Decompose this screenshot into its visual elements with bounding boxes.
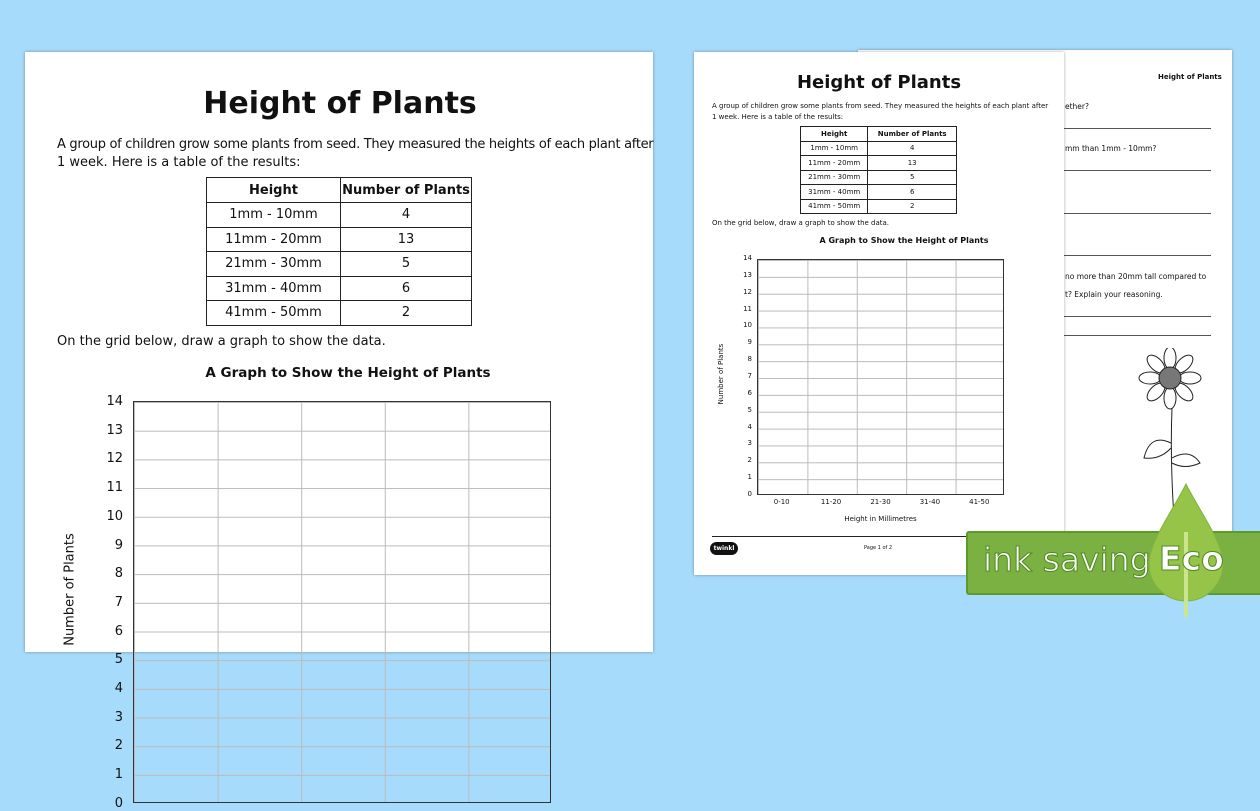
y-tick-label: 14 xyxy=(743,254,752,262)
y-tick-label: 8 xyxy=(114,566,123,582)
ink-saving-text: ink saving xyxy=(983,540,1151,579)
graph-grid xyxy=(757,259,1004,495)
table-row: 31mm - 40mm 6 xyxy=(207,276,472,301)
y-tick-label: 5 xyxy=(747,405,752,414)
intro-text: A group of children grow some plants from seed. They measured the heights of each plant after xyxy=(57,137,654,152)
table-row: 31mm - 40mm 6 xyxy=(801,185,957,200)
answer-line xyxy=(1063,316,1211,317)
y-tick-label: 10 xyxy=(106,508,123,524)
y-tick-label: 14 xyxy=(106,394,123,409)
table-row: 41mm - 50mm 2 xyxy=(801,199,957,214)
graph-title: A Graph to Show the Height of Plants xyxy=(819,236,989,245)
worksheet-page-1-large xyxy=(25,52,654,811)
twinkl-logo: twinkl xyxy=(710,542,738,555)
y-tick-label: 11 xyxy=(743,304,752,313)
y-tick-label: 0 xyxy=(747,490,752,499)
question-text: t? Explain your reasoning. xyxy=(1065,290,1163,299)
y-axis-label: Number of Plants xyxy=(62,533,78,646)
table-header: Number of Plants xyxy=(341,178,472,203)
intro-text: 1 week. Here is a table of the results: xyxy=(712,113,844,121)
table-row: 1mm - 10mm 4 xyxy=(801,141,957,156)
page-number: Page 1 of 2 xyxy=(864,545,893,551)
y-tick-label: 0 xyxy=(114,795,123,811)
table-header: Number of Plants xyxy=(868,127,957,142)
y-tick-label: 12 xyxy=(743,287,752,296)
results-table xyxy=(206,177,472,326)
answer-line xyxy=(1063,255,1211,256)
table-row: 1mm - 10mm 4 xyxy=(207,203,472,228)
x-tick-label: 41-50 xyxy=(969,498,990,506)
x-tick-label: 21-30 xyxy=(870,498,891,506)
x-axis-label: Height in Millimetres xyxy=(844,515,917,523)
y-tick-label: 12 xyxy=(106,451,123,467)
question-text: ether? xyxy=(1065,102,1089,111)
graph-grid xyxy=(133,401,551,803)
y-tick-label: 9 xyxy=(747,338,752,347)
table-row: 11mm - 20mm 13 xyxy=(801,156,957,171)
results-table xyxy=(800,126,957,214)
intro-text: A group of children grow some plants from seed. They measured the heights of each plant after xyxy=(712,102,1049,110)
y-tick-label: 10 xyxy=(743,321,752,330)
y-tick-label: 13 xyxy=(743,270,752,279)
y-tick-label: 13 xyxy=(106,422,123,438)
y-tick-label: 1 xyxy=(747,473,752,482)
page-title: Height of Plants xyxy=(203,86,477,121)
y-tick-label: 7 xyxy=(747,372,752,381)
page-title: Height of Plants xyxy=(796,72,962,93)
y-tick-label: 9 xyxy=(114,537,123,553)
intro-text: 1 week. Here is a table of the results: xyxy=(57,155,301,170)
x-tick-label: 11-20 xyxy=(820,498,842,506)
table-row: 21mm - 30mm 5 xyxy=(801,170,957,185)
table-row: 41mm - 50mm 2 xyxy=(207,301,472,326)
table-header: Height xyxy=(801,127,868,142)
y-tick-label: 3 xyxy=(747,439,752,448)
y-tick-label: 2 xyxy=(747,456,752,465)
graph-title: A Graph to Show the Height of Plants xyxy=(205,365,491,381)
page-header: Height of Plants xyxy=(1158,73,1222,81)
eco-text: Eco xyxy=(1159,539,1224,578)
instruction-text: On the grid below, draw a graph to show the data. xyxy=(712,219,890,227)
table-header: Height xyxy=(207,178,341,203)
table-row: 21mm - 30mm 5 xyxy=(207,252,472,277)
y-tick-label: 11 xyxy=(106,480,123,496)
answer-line xyxy=(1063,170,1211,171)
y-tick-label: 4 xyxy=(747,422,752,431)
y-tick-label: 2 xyxy=(114,738,123,754)
x-tick-label: 0-10 xyxy=(773,498,790,506)
answer-line xyxy=(1063,335,1211,336)
question-text: mm than 1mm - 10mm? xyxy=(1065,144,1157,153)
table-row: 11mm - 20mm 13 xyxy=(207,227,472,252)
x-tick-label: 31-40 xyxy=(919,498,941,506)
y-tick-label: 3 xyxy=(114,709,123,725)
question-text: no more than 20mm tall compared to xyxy=(1065,272,1207,281)
y-tick-label: 8 xyxy=(747,355,752,364)
answer-line xyxy=(1063,213,1211,214)
y-tick-label: 5 xyxy=(114,652,123,668)
y-tick-label: 6 xyxy=(114,623,123,639)
instruction-text: On the grid below, draw a graph to show the data. xyxy=(57,334,386,349)
y-axis-label: Number of Plants xyxy=(717,343,725,405)
y-tick-label: 7 xyxy=(114,594,123,610)
y-tick-label: 1 xyxy=(114,767,123,783)
worksheet-page-1-small xyxy=(694,52,1064,575)
answer-line xyxy=(1063,128,1211,129)
y-tick-label: 4 xyxy=(114,681,123,696)
y-tick-label: 6 xyxy=(747,388,752,397)
